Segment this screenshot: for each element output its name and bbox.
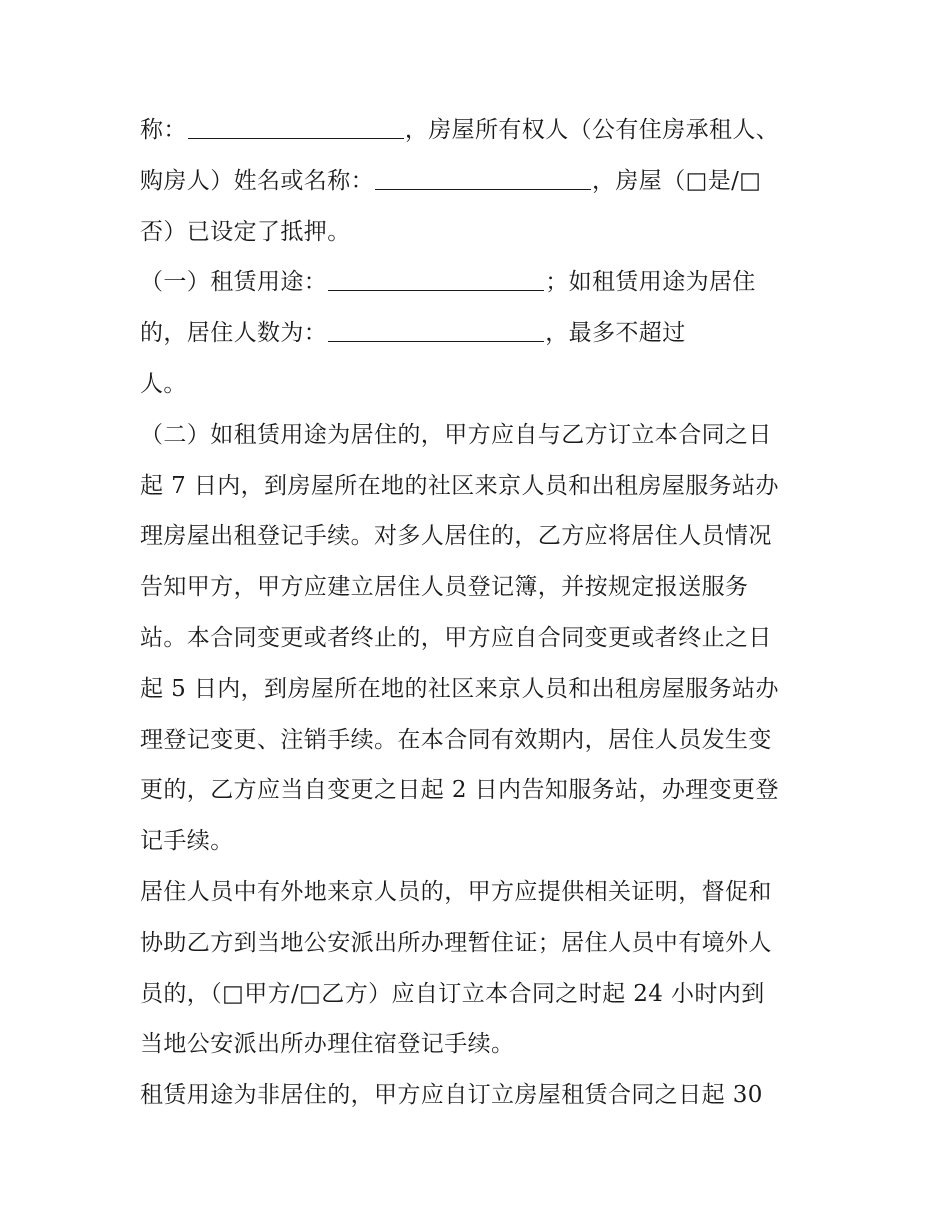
text-segment: 理房屋出租登记手续。对多人居住的，乙方应将居住人员情况 xyxy=(140,523,772,550)
document-page xyxy=(140,105,820,1121)
text-line xyxy=(140,969,820,1020)
text-segment: 员的，（□甲方/□乙方）应自订立本合同之时起 24 小时内到 xyxy=(140,980,765,1007)
text-line xyxy=(140,765,820,816)
text-line xyxy=(140,207,820,258)
text-segment: 居住人员中有外地来京人员的，甲方应提供相关证明，督促和 xyxy=(140,878,772,905)
fill-in-blank[interactable] xyxy=(328,319,544,342)
text-line xyxy=(140,816,820,867)
text-line xyxy=(140,562,820,613)
text-segment: ，房屋所有权人（公有住房承租人、 xyxy=(404,117,780,143)
text-line xyxy=(140,867,820,918)
text-line xyxy=(140,156,820,207)
text-line xyxy=(140,257,820,308)
text-segment: ，房屋（□是/□ xyxy=(592,167,762,194)
text-segment: 站。本合同变更或者终止的，甲方应自合同变更或者终止之日 xyxy=(140,624,772,651)
text-segment: 更的，乙方应当自变更之日起 2 日内告知服务站，办理变更登 xyxy=(140,777,779,804)
text-segment: 否）已设定了抵押。 xyxy=(140,218,351,245)
fill-in-blank[interactable] xyxy=(375,167,591,190)
text-line xyxy=(140,105,820,156)
text-segment: ；如租赁用途为居住 xyxy=(545,269,756,296)
text-line xyxy=(140,918,820,969)
text-line xyxy=(140,308,820,359)
text-line xyxy=(140,359,820,410)
text-segment: 理登记变更、注销手续。在本合同有效期内，居住人员发生变 xyxy=(140,726,772,753)
text-segment: 当地公安派出所办理住宿登记手续。 xyxy=(140,1031,515,1058)
text-line xyxy=(140,715,820,766)
text-segment: 起 7 日内，到房屋所在地的社区来京人员和出租房屋服务站办 xyxy=(140,472,779,499)
text-segment: （一）租赁用途： xyxy=(140,269,328,296)
text-line xyxy=(140,1019,820,1070)
text-segment: 人。 xyxy=(140,370,187,397)
text-segment: 称： xyxy=(140,117,187,143)
text-line xyxy=(140,664,820,715)
text-segment: 的，居住人数为： xyxy=(140,320,328,347)
text-segment: （二）如租赁用途为居住的，甲方应自与乙方订立本合同之日 xyxy=(140,421,772,448)
text-segment: ，最多不超过 xyxy=(545,320,686,347)
text-segment: 购房人）姓名或名称： xyxy=(140,167,374,194)
fill-in-blank[interactable] xyxy=(188,116,404,139)
text-line xyxy=(140,410,820,461)
fill-in-blank[interactable] xyxy=(328,268,544,291)
text-segment: 告知甲方，甲方应建立居住人员登记簿，并按规定报送服务 xyxy=(140,574,749,601)
text-line xyxy=(140,1070,820,1121)
text-segment: 协助乙方到当地公安派出所办理暂住证；居住人员中有境外人 xyxy=(140,929,772,956)
text-segment: 记手续。 xyxy=(140,828,234,855)
text-line xyxy=(140,613,820,664)
text-line xyxy=(140,511,820,562)
text-segment: 起 5 日内，到房屋所在地的社区来京人员和出租房屋服务站办 xyxy=(140,675,779,702)
text-segment: 租赁用途为非居住的，甲方应自订立房屋租赁合同之日起 30 xyxy=(140,1082,763,1109)
text-line xyxy=(140,461,820,512)
